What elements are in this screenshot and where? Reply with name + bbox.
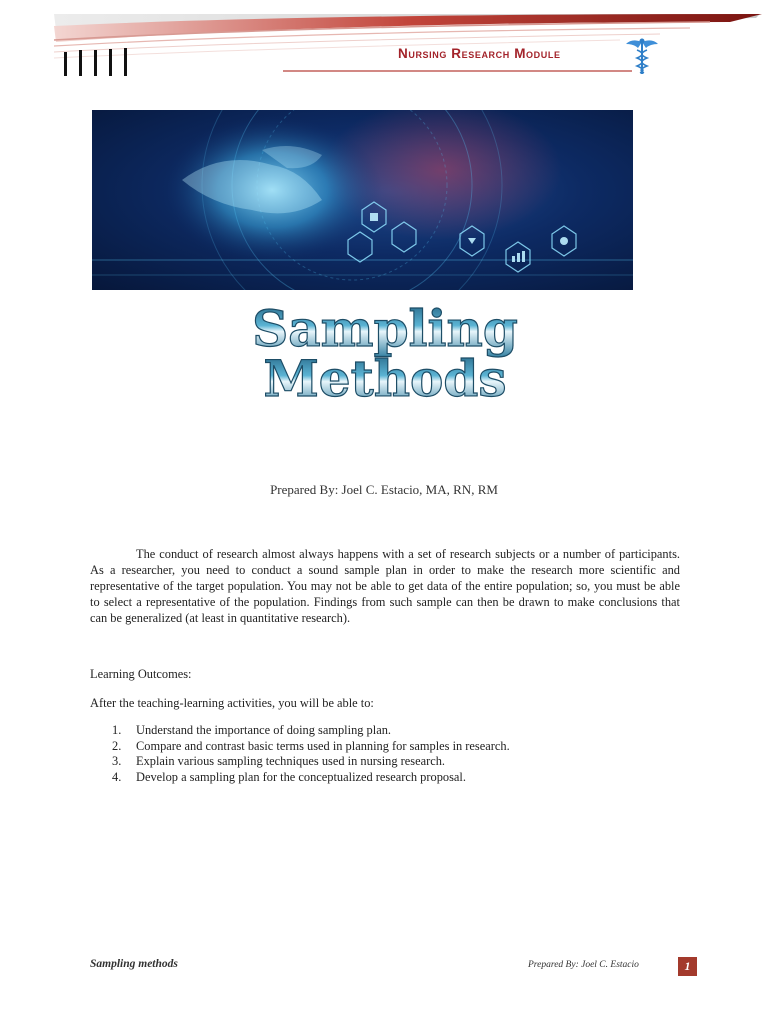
list-item (112, 754, 510, 770)
footer-author: Prepared By: Joel C. Estacio (528, 960, 639, 970)
list-item (112, 739, 510, 755)
list-number: 4. (112, 769, 122, 784)
list-text: Understand the importance of doing sampling plan. (136, 723, 391, 737)
list-number: 2. (112, 738, 122, 753)
document-title-art (230, 300, 540, 410)
list-item (112, 723, 510, 739)
list-text: Compare and contrast basic terms used in planning for samples in research. (136, 738, 510, 753)
title-line-2: Methods (263, 349, 507, 408)
intro-paragraph: The conduct of research almost always happens with a set of research subjects or a number of participants. As a researcher, you need to conduct a sound sample plan in order to make the research more scientific and representative of the target population. You may not be able to get data of the entire population; so, you must be able to select a representative of the population. Findings from such sample can then be drawn to make conclusions that can be generalized (at least in quantitative research). (90, 547, 680, 625)
list-text: Explain various sampling techniques used in nursing research. (136, 754, 446, 768)
title-line-1: Sampling (252, 300, 518, 358)
footer-document-title: Sampling methods (90, 958, 178, 970)
list-number: 1. (112, 723, 122, 737)
list-number: 3. (112, 754, 122, 768)
caduceus-icon (624, 36, 660, 76)
prepared-by: Prepared By: Joel C. Estacio, MA, RN, RM (270, 482, 498, 497)
hero-image (92, 110, 633, 290)
learning-outcomes-list (112, 723, 510, 785)
learning-outcomes-intro: After the teaching-learning activities, you will be able to: (90, 696, 374, 710)
page-number-badge: 1 (678, 957, 697, 976)
list-text: Develop a sampling plan for the conceptualized research proposal. (136, 769, 466, 784)
learning-outcomes-heading: Learning Outcomes: (90, 667, 192, 681)
module-title: Nursing Research Module (398, 46, 561, 61)
list-item (112, 770, 510, 786)
